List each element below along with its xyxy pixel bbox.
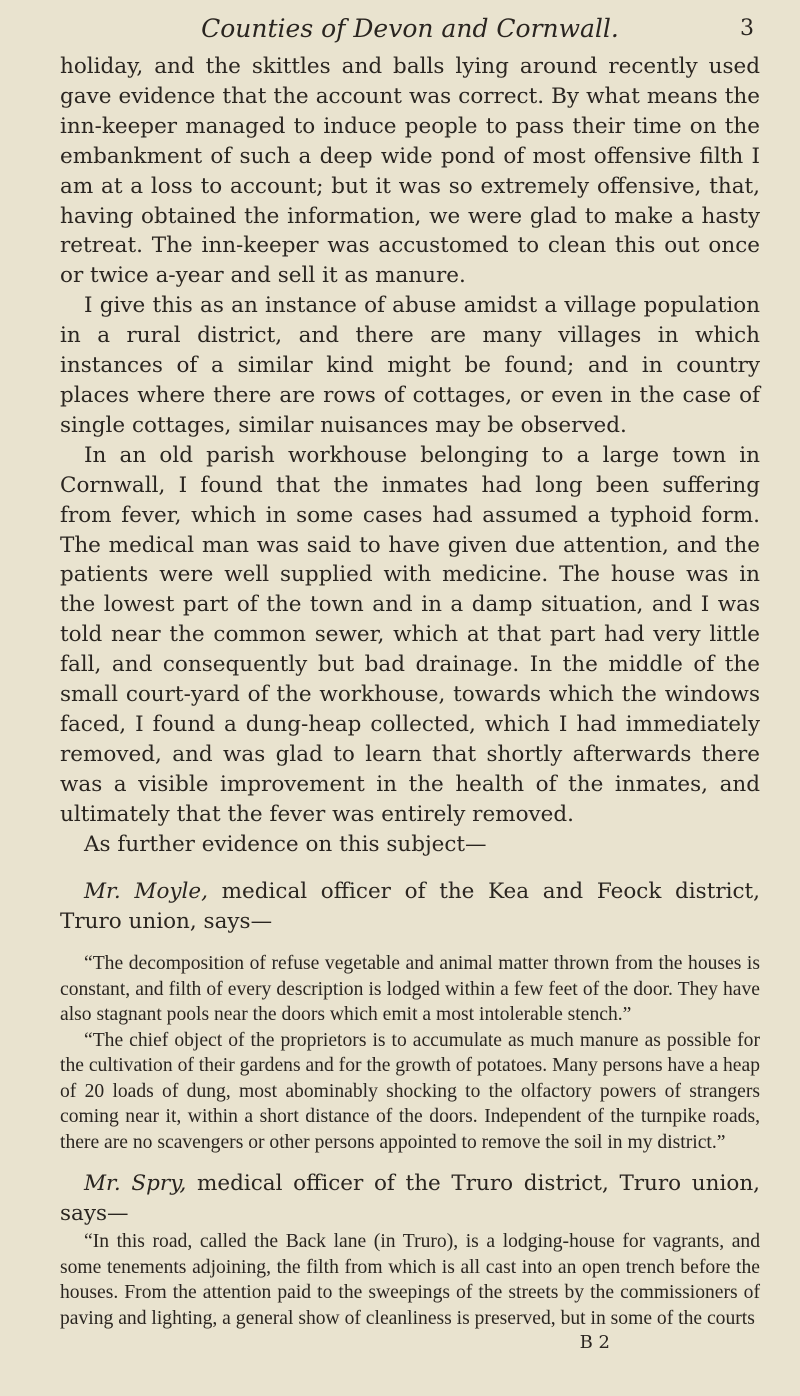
quote-paragraph: “The decomposition of refuse vegetable and animal matter thrown from the houses is constant, and filth of every description is lodged within a few feet of the door. They have also stagnant pools near the doors which emit a most intolerable stench.” bbox=[60, 953, 760, 1026]
body-text bbox=[60, 52, 760, 859]
quoted-testimony bbox=[60, 1229, 760, 1331]
speaker-description: medical officer of the Truro district, Truro union, says— bbox=[60, 1171, 760, 1227]
paragraph: I give this as an instance of abuse amidst a village population in a rural district, and there are many villages in which instances of a similar kind might be found; and in country places where there are rows of cottages, or even in the case of single cottages, similar nuisances may be observed. bbox=[60, 293, 760, 438]
testimony-intro bbox=[60, 877, 760, 937]
spacer bbox=[60, 1155, 760, 1169]
page-number: 3 bbox=[740, 16, 754, 41]
signature-mark: B 2 bbox=[579, 1332, 610, 1354]
speaker-description: medical officer of the Kea and Feock district, Truro union, says— bbox=[60, 879, 761, 935]
testimony-intro bbox=[60, 1169, 760, 1229]
paragraph: holiday, and the skittles and balls lying around recently used gave evidence that the account was correct. By what means the inn-keeper managed to induce people to pass their time on the embankment of such a deep wide pond of most offensive filth I am at a loss to account; but it was so extremely offensive, that, having obtained the information, we were glad to make a hasty retreat. The inn-keeper was accustomed to clean this out once or twice a-year and sell it as manure. bbox=[60, 54, 760, 289]
quote-paragraph: “The chief object of the proprietors is to accumulate as much manure as possible for the cultivation of their gardens and for the growth of potatoes. Many persons have a heap of 20 loads of dung, most abominably shocking to the olfactory powers of strangers coming near it, within a short distance of the doors. Independent of the turnpike roads, there are no scavengers or other persons appointed to remove the soil in my district.” bbox=[60, 1029, 760, 1153]
quoted-testimony bbox=[60, 951, 760, 1155]
quote-paragraph: “In this road, called the Back lane (in Truro), is a lodging-house for vagrants, and some tenements adjoining, the filth from which is all cast into an open trench before the houses. From the attention paid to the sweepings of the streets by the commissioners of paving and lighting, a general show of cleanliness is preserved, but in some of the courts bbox=[60, 1231, 760, 1329]
paragraph: In an old parish workhouse belonging to a large town in Cornwall, I found that the inmates had long been suffering from fever, which in some cases had assumed a typhoid form. The medical man was said to have given due attention, and the patients were well supplied with medicine. The house was in the lowest part of the town and in a damp situation, and I was told near the common sewer, which at that part had very little fall, and consequently but bad drainage. In the middle of the small court-yard of the workhouse, towards which the windows faced, I found a dung-heap collected, which I had immediately removed, and was glad to learn that shortly afterwards there was a visible improvement in the health of the inmates, and ultimately that the fever was entirely removed. bbox=[60, 442, 760, 827]
running-title: Counties of Devon and Cornwall. bbox=[201, 14, 619, 43]
running-header bbox=[60, 6, 760, 52]
speaker-name: Mr. Moyle, bbox=[84, 879, 208, 905]
speaker-name: Mr. Spry, bbox=[84, 1171, 187, 1197]
spacer bbox=[60, 937, 760, 951]
paragraph: As further evidence on this subject— bbox=[84, 831, 487, 857]
